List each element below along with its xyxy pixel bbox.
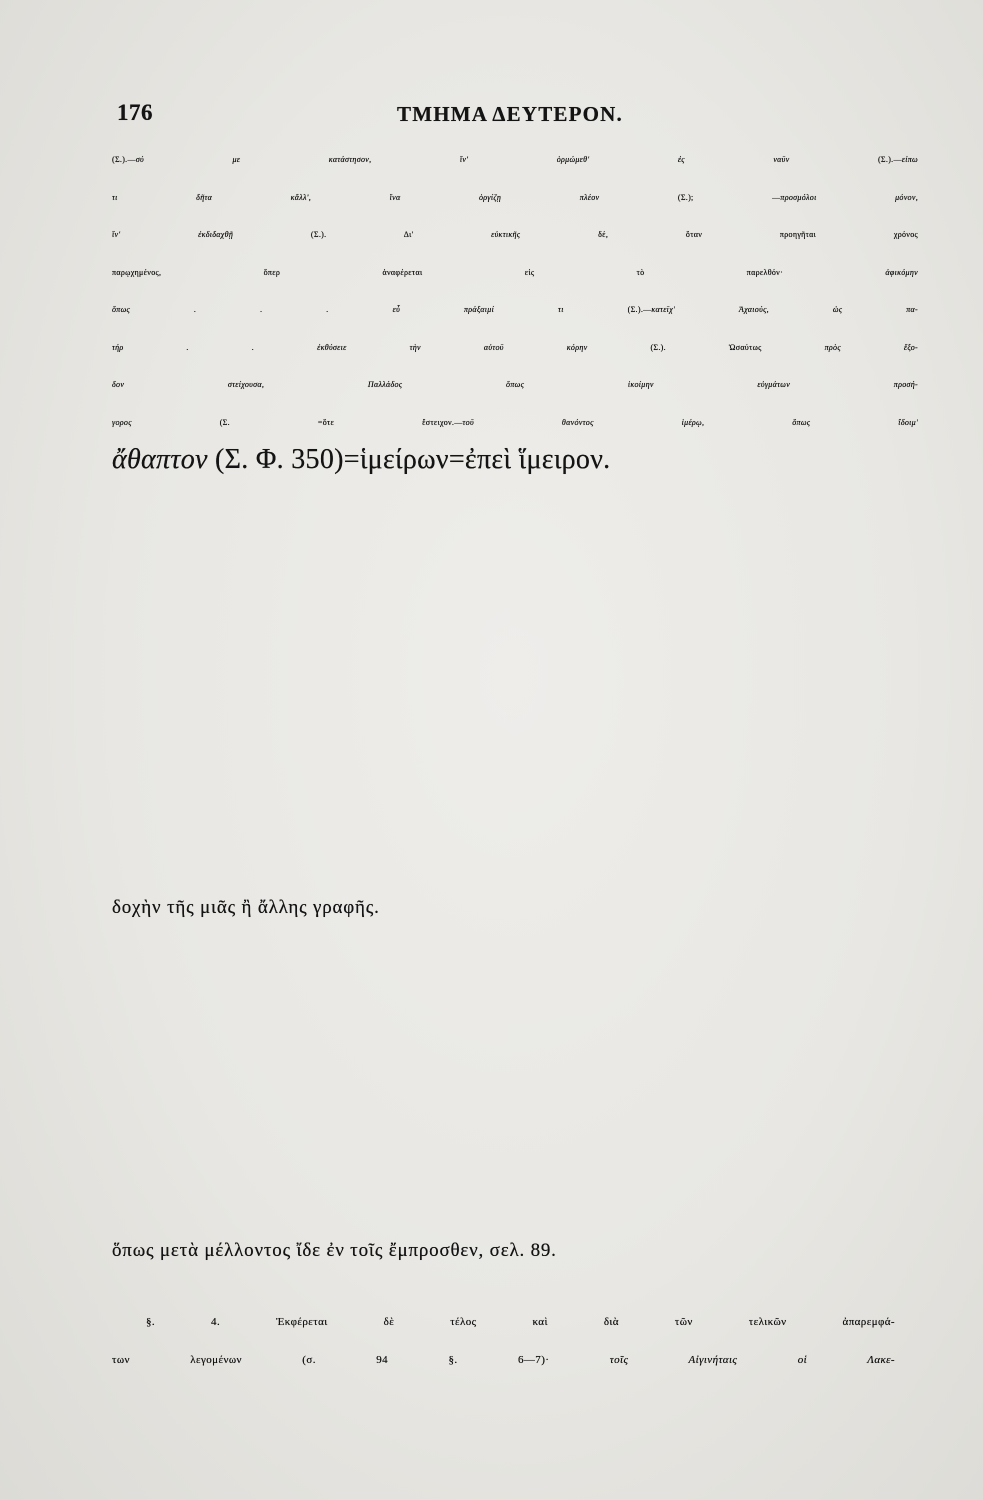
note2-line [112, 1180, 918, 1208]
main-line-text [112, 444, 610, 475]
main-line [112, 216, 918, 254]
main-line [112, 441, 918, 479]
main-line [112, 366, 918, 404]
main-line [112, 254, 918, 292]
note1-line [112, 838, 918, 866]
text-run: (Σ.).— [563, 305, 652, 314]
note2-line [112, 1011, 918, 1039]
italic-quotation-run: πρὸς ἔξο- [824, 342, 918, 352]
note2-line [112, 1095, 918, 1123]
note1-line [112, 672, 918, 700]
text-run: δέ, ὅταν προηγῆται χρόνος [520, 230, 918, 239]
main-line-text [112, 305, 918, 314]
section-line-text [146, 1316, 895, 1328]
footnote-beta [112, 954, 918, 1265]
main-line-text [112, 193, 918, 202]
section-line [112, 1341, 895, 1379]
note1-line [112, 727, 918, 755]
text-run: των λεγομένων (σ. 94 §. 6—7)· [112, 1354, 610, 1366]
note2-line [112, 1152, 918, 1180]
text-run: παρῳχημένος, ὅπερ ἀναφέρεται εἰς τὸ παρελθόν· [112, 267, 886, 277]
note1-line [112, 617, 918, 645]
section-line [146, 1303, 895, 1341]
italic-quotation-run: κατεῖχ' Ἀχαιούς, ὡς πα- [651, 305, 918, 314]
note1-line-text: δοχὴν τῆς μιᾶς ἢ ἄλλης γραφῆς. [112, 896, 380, 918]
note1-line [112, 506, 918, 534]
main-line [112, 291, 918, 329]
note1-line [112, 561, 918, 589]
main-line [112, 179, 918, 217]
italic-quotation-run: γορος [112, 417, 132, 427]
italic-quotation-run: σύ με κατάστησον, ἵν' ὁρμώμεθ' ἐς ναῦν [135, 155, 790, 164]
note2-line [112, 1209, 918, 1237]
main-text-paragraph [112, 141, 918, 479]
italic-quotation-run: προσμόλοι μόνον, [780, 192, 918, 202]
main-line [112, 141, 918, 179]
note1-line [112, 783, 918, 811]
note2-line [112, 982, 918, 1010]
note2-line [112, 1237, 918, 1265]
note1-line [112, 755, 918, 783]
section-line-text [112, 1354, 895, 1366]
main-line-text [112, 380, 918, 389]
text-run: (Σ. =ὅτε ἔστειχον.— [131, 417, 463, 427]
italic-quotation-run: ἄθαπτον [112, 444, 208, 475]
italic-quotation-run: τι δῆτα κἄλλ', ἵνα ὀργίζῃ πλέον [112, 192, 600, 202]
page-number: 176 [117, 100, 153, 125]
italic-quotation-run: εἰπω [901, 155, 918, 164]
text-run: (Σ.).— [112, 155, 136, 164]
main-line-text [112, 418, 918, 427]
note2-line [140, 954, 918, 982]
note1-line [140, 478, 918, 506]
text-run: (Σ. Φ. 350)=ἱμείρων=ἐπεὶ ἵμειρον. [207, 444, 611, 475]
italic-quotation-run: τοῦ θανόντος ἱμέρῳ, ὅπως ἴδοιμ' [462, 417, 918, 427]
section-4-paragraph [112, 1303, 895, 1379]
note1-line [112, 644, 918, 672]
running-title: ΤΜΗΜΑ ΔΕΥΤΕΡΟΝ. [396, 102, 623, 126]
text-run: §. 4. Ἐκφέρεται δὲ τέλος καὶ διὰ τῶν τελικῶν ἀπαρεμφά- [146, 1316, 895, 1328]
main-line-text [112, 268, 918, 277]
main-line-text [112, 155, 918, 164]
text-run: (Σ.). Ὡσαύτως [587, 342, 825, 352]
note1-line [112, 533, 918, 561]
italic-quotation-run: τοῖς Αἰγινήταις οἱ Λακε- [609, 1354, 895, 1366]
note2-line [112, 1124, 918, 1152]
main-line-text [112, 230, 918, 239]
main-line [112, 404, 918, 442]
note1-line [112, 894, 918, 922]
note1-line [112, 589, 918, 617]
note1-line [112, 866, 918, 894]
italic-quotation-run: δον στείχουσα, Παλλάδος ὅπως ἱκοίμην εὐγμάτων προσή- [112, 380, 918, 389]
italic-quotation-run: ὅπως . . . εὖ πράξαιμί τι [112, 305, 564, 314]
text-run: (Σ.); — [599, 192, 781, 202]
note2-line [112, 1067, 918, 1095]
text-run: (Σ.). Δι' [233, 230, 492, 239]
main-line [112, 329, 918, 367]
italic-quotation-run: τήρ . . ἐκθύσειε τὴν αὐτοῦ κόρην [112, 342, 588, 352]
note1-line [112, 810, 918, 838]
text-run: (Σ.).— [789, 155, 902, 164]
note2-line-text: ὅπως μετὰ μέλλοντος ἴδε ἐν τοῖς ἔμπροσθεν, σελ. 89. [112, 1239, 557, 1261]
italic-quotation-run: ἀφικόμην [885, 267, 918, 277]
main-line-text [112, 343, 918, 352]
italic-quotation-run: εὐκτικῆς [491, 230, 521, 239]
italic-quotation-run: ἵν' ἐκδιδαχθῇ [112, 230, 234, 239]
footnote-alpha [112, 478, 918, 921]
note1-line [112, 700, 918, 728]
note2-line [112, 1039, 918, 1067]
